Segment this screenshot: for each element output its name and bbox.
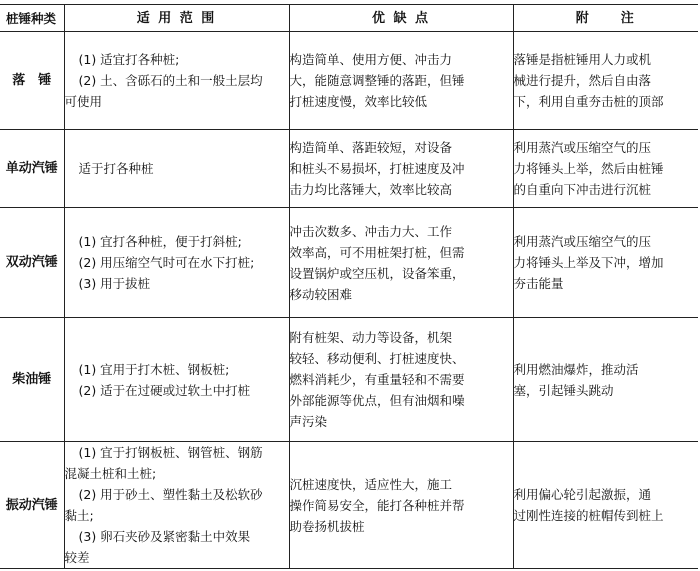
pros-cons-line: 击力均比落锤大，效率比较高	[289, 182, 453, 197]
header-notes: 附 注	[513, 5, 698, 32]
pros-cons-cell	[289, 32, 513, 130]
scope-cell	[64, 442, 289, 569]
scope-line: (2) 用压缩空气时可在水下打桩;	[78, 255, 255, 270]
table-row	[0, 442, 698, 569]
note-line: 利用偏心轮引起激振，通	[513, 487, 652, 502]
header-scope: 适 用 范 围	[64, 5, 289, 32]
note-line: 利用蒸汽或压缩空气的压	[513, 234, 652, 249]
pros-cons-line: 构造简单、落距较短，对设备	[289, 140, 453, 155]
pros-cons-line: 外部能源等优点，但有油烟和噪	[289, 393, 465, 408]
scope-line: (2) 土、含砾石的土和一般土层均	[78, 73, 263, 88]
pros-cons-line: 冲击次数多、冲击力大、工作	[289, 223, 453, 239]
pros-cons-cell	[289, 208, 513, 318]
scope-cell	[64, 318, 289, 442]
hammer-type-cell: 双动汽锤	[0, 208, 64, 318]
scope-cell	[64, 208, 289, 318]
scope-cell	[64, 130, 289, 208]
note-line: 夯击能量	[513, 276, 564, 291]
pros-cons-line: 构造简单、使用方便、冲击力	[289, 52, 453, 67]
pros-cons-cell	[289, 442, 513, 569]
scope-line: 较差	[64, 550, 90, 565]
note-cell	[513, 208, 698, 318]
note-line: 械进行提升，然后自由落	[513, 73, 652, 88]
pile-hammer-table	[0, 4, 698, 569]
hammer-type-cell: 柴油锤	[0, 318, 64, 442]
scope-line: 黏土;	[64, 508, 94, 523]
scope-line: (3) 卵石夹砂及紧密黏土中效果	[78, 529, 251, 544]
table-row	[0, 130, 698, 208]
table-row	[0, 32, 698, 130]
hammer-type-cell: 振动汽锤	[0, 442, 64, 569]
pros-cons-line: 燃料消耗少，有重量轻和不需要	[289, 372, 465, 387]
pros-cons-line: 打桩速度慢，效率比较低	[289, 94, 428, 109]
pros-cons-line: 大，能随意调整锤的落距，但锤	[289, 73, 465, 88]
note-line: 力将锤头上举及下冲，增加	[513, 255, 664, 270]
note-line: 落锤是指桩锤用人力或机	[513, 52, 652, 67]
pros-cons-line: 沉桩速度快，适应性大，施工	[289, 476, 453, 492]
note-line: 的自重向下冲击进行沉桩	[513, 182, 652, 197]
pros-cons-line: 附有桩架、动力等设备，机架	[289, 330, 453, 345]
note-line: 力将锤头上举，然后由桩锤	[513, 161, 664, 176]
scope-line: (1) 适宜打各种桩;	[78, 52, 180, 67]
header-pros-cons: 优 缺 点	[289, 5, 513, 32]
pros-cons-line: 和桩头不易损坏，打桩速度及冲	[289, 161, 465, 176]
note-line: 利用蒸汽或压缩空气的压	[513, 140, 652, 155]
pros-cons-line: 移动较困难	[289, 286, 353, 302]
scope-line: 适于打各种桩	[78, 161, 154, 176]
scope-line: (1) 宜于打钢板桩、钢管桩、钢筋	[78, 445, 263, 460]
note-line: 利用燃油爆炸，推动活	[513, 361, 639, 377]
scope-line: (3) 用于拔桩	[78, 276, 151, 291]
pros-cons-line: 较轻、移动便利、打桩速度快、	[289, 351, 465, 366]
scope-line: (1) 宜用于打木桩、钢板桩;	[78, 361, 230, 377]
note-line: 下，利用自重夯击桩的顶部	[513, 94, 664, 109]
note-cell	[513, 130, 698, 208]
scope-line: 混凝土桩和土桩;	[64, 466, 157, 481]
note-cell	[513, 318, 698, 442]
pros-cons-line: 设置锅炉或空压机，设备笨重，	[289, 265, 465, 281]
scope-line: (2) 适于在过硬或过软土中打桩	[78, 382, 251, 398]
scope-line: 可使用	[64, 94, 103, 109]
pros-cons-line: 操作简易安全，能打各种桩并帮	[289, 497, 465, 513]
table-row	[0, 208, 698, 318]
table-body	[0, 32, 698, 569]
scope-cell	[64, 32, 289, 130]
pros-cons-cell	[289, 130, 513, 208]
hammer-type-cell: 落 锤	[0, 32, 64, 130]
pros-cons-line: 助卷扬机拔桩	[289, 518, 365, 534]
pros-cons-line: 声污染	[289, 414, 328, 429]
note-line: 塞，引起锤头跳动	[513, 382, 614, 398]
scope-line: (1) 宜打各种桩，便于打斜桩;	[78, 234, 242, 249]
scope-line: (2) 用于砂土、塑性黏土及松软砂	[78, 487, 263, 502]
note-cell	[513, 442, 698, 569]
note-cell	[513, 32, 698, 130]
table-header-row	[0, 5, 698, 32]
note-line: 过刚性连接的桩帽传到桩上	[513, 508, 664, 523]
pros-cons-line: 效率高，可不用桩架打桩，但需	[289, 244, 465, 260]
hammer-type-cell: 单动汽锤	[0, 130, 64, 208]
table-row	[0, 318, 698, 442]
header-hammer-type: 桩锤种类	[0, 5, 64, 32]
pros-cons-cell	[289, 318, 513, 442]
